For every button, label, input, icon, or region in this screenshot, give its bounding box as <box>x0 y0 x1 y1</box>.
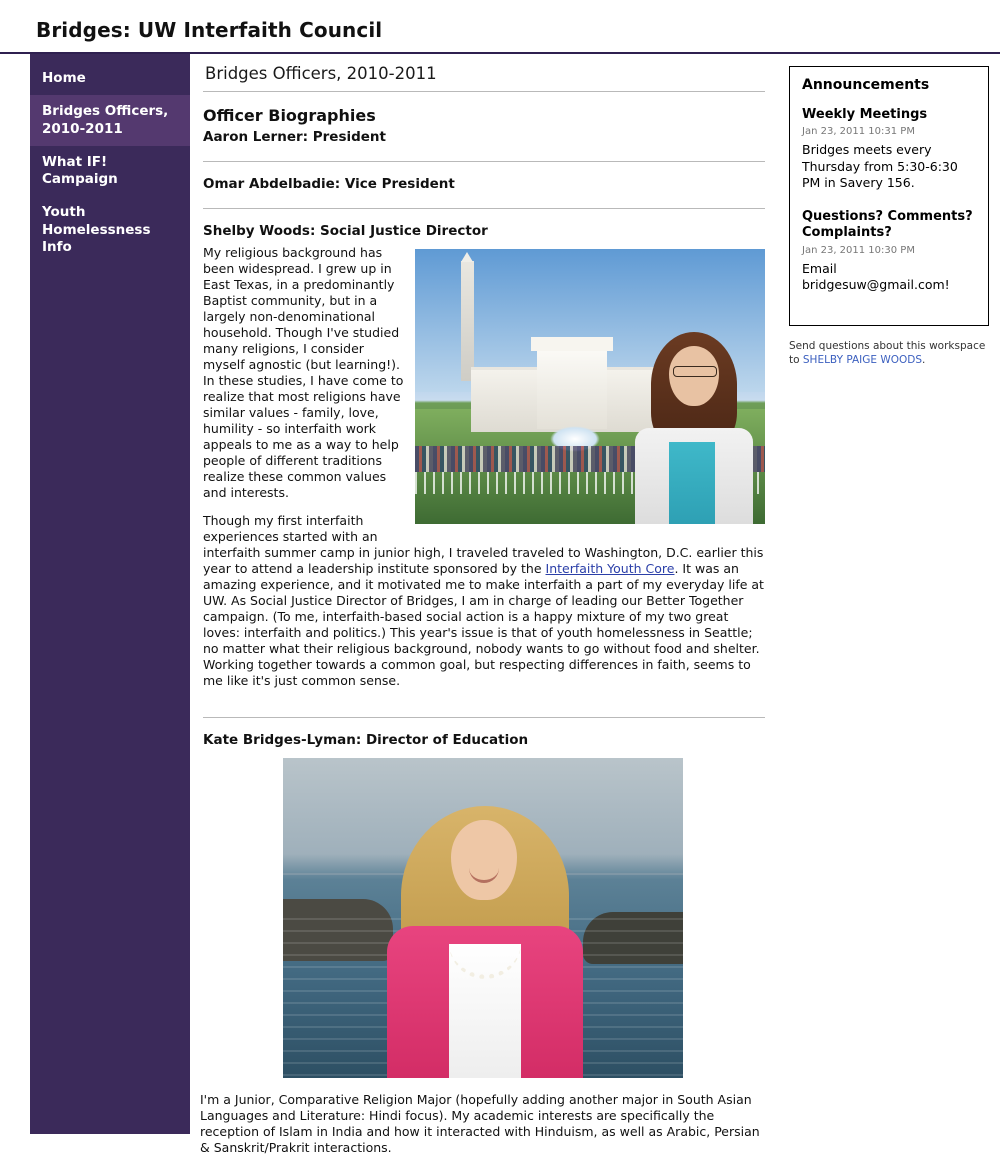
title-divider <box>203 91 765 92</box>
announcement-timestamp: Jan 23, 2011 10:31 PM <box>802 126 915 138</box>
page-title: Bridges Officers, 2010-2011 <box>205 64 437 83</box>
officer-divider-3 <box>203 717 765 718</box>
officer-divider-2 <box>203 208 765 209</box>
site-title: Bridges: UW Interfaith Council <box>36 18 383 42</box>
announcement-body: Bridges meets every Thursday from 5:30-6:30 PM in Savery 156. <box>802 142 958 190</box>
officer-heading-aaron-lerner: Aaron Lerner: President <box>203 129 386 145</box>
shelby-bio-p2-after: . It was an amazing experience, and it motivated me to make interfaith a part of my everyday life at UW. As Social Justice Director of Bridges, I am in charge of leading our Better Together campaign. (To me, interfaith-based social action is a happy mixture of my two great loves: interfaith and politics.) This year's issue is that of youth homelessness in Seattle; no matter what their religious background, nobody wants to go without food and shelter. Working together towards a common goal, but respecting differences in faith, seems to me like it's just common sense. <box>203 561 764 688</box>
shelby-bio-block <box>203 245 765 701</box>
officer-heading-shelby-woods: Shelby Woods: Social Justice Director <box>203 223 488 239</box>
shelby-bio-paragraph-1: My religious background has been widespread. I grew up in East Texas, in a predominantly Baptist community, but in a largely non-denominational household. Though I've studied many religions, I consider myself agnostic (but learning!). In these studies, I have come to realize that most religions have similar values - family, love, humility - so interfaith work appeals to me as a way to help people of different traditions realize these common values and interests. <box>203 245 404 500</box>
announcement-heading: Weekly Meetings <box>802 107 928 122</box>
officer-heading-omar-abdelbadie: Omar Abdelbadie: Vice President <box>203 176 455 192</box>
announcements-panel <box>789 66 989 326</box>
kate-bio-paragraph-1: I'm a Junior, Comparative Religion Major (hopefully adding another major in South Asian Languages and Literature: Hindi focus). My academic interests are specifically the reception of Islam in India and how it interacted with Hinduism, as well as Arabic, Persian & Sanskrit/Prakrit interactions. <box>200 1092 760 1155</box>
announcement-timestamp: Jan 23, 2011 10:30 PM <box>802 244 915 256</box>
announcement-item <box>802 107 976 191</box>
sidebar-item-bridges-officers[interactable]: Bridges Officers, 2010-2011 <box>30 95 190 146</box>
kate-bio-text <box>200 1092 765 1156</box>
shelby-bio-p2-before: Though my first interfaith experiences started with an interfaith summer camp in junior high, I traveled traveled to Washington, D.C. earlier this year to attend a leadership institute sponsored by the <box>203 513 764 576</box>
photo-kate-ocean <box>200 758 765 1082</box>
officer-divider-1 <box>203 161 765 162</box>
sidebar-nav <box>30 54 190 1134</box>
workspace-contact-note <box>789 340 989 367</box>
workspace-owner-link[interactable]: SHELBY PAIGE WOODS <box>802 353 923 366</box>
right-column <box>789 54 989 367</box>
page-layout <box>0 54 1000 1168</box>
sidebar-item-home[interactable]: Home <box>42 70 86 86</box>
officer-heading-kate-bridges-lyman: Kate Bridges-Lyman: Director of Education <box>203 732 529 748</box>
shelby-bio-paragraph-2 <box>203 513 765 689</box>
announcement-item <box>802 209 976 293</box>
footnote-text-after: . <box>922 353 926 366</box>
announcements-title: Announcements <box>802 77 930 93</box>
footnote-text-before: Send questions about this workspace to <box>789 340 986 366</box>
main-content <box>190 54 775 1168</box>
section-title-officer-biographies: Officer Biographies <box>203 106 376 125</box>
sidebar-item-youth-homelessness-info[interactable]: Youth Homelessness Info <box>42 204 151 255</box>
announcement-body: Email bridgesuw@gmail.com! <box>802 260 950 292</box>
sidebar-item-what-if-campaign[interactable]: What IF! Campaign <box>42 153 118 188</box>
photo-shelby-white-house <box>415 249 765 524</box>
announcement-heading: Questions? Comments? Complaints? <box>802 209 973 241</box>
interfaith-youth-core-link[interactable]: Interfaith Youth Core <box>545 561 675 576</box>
